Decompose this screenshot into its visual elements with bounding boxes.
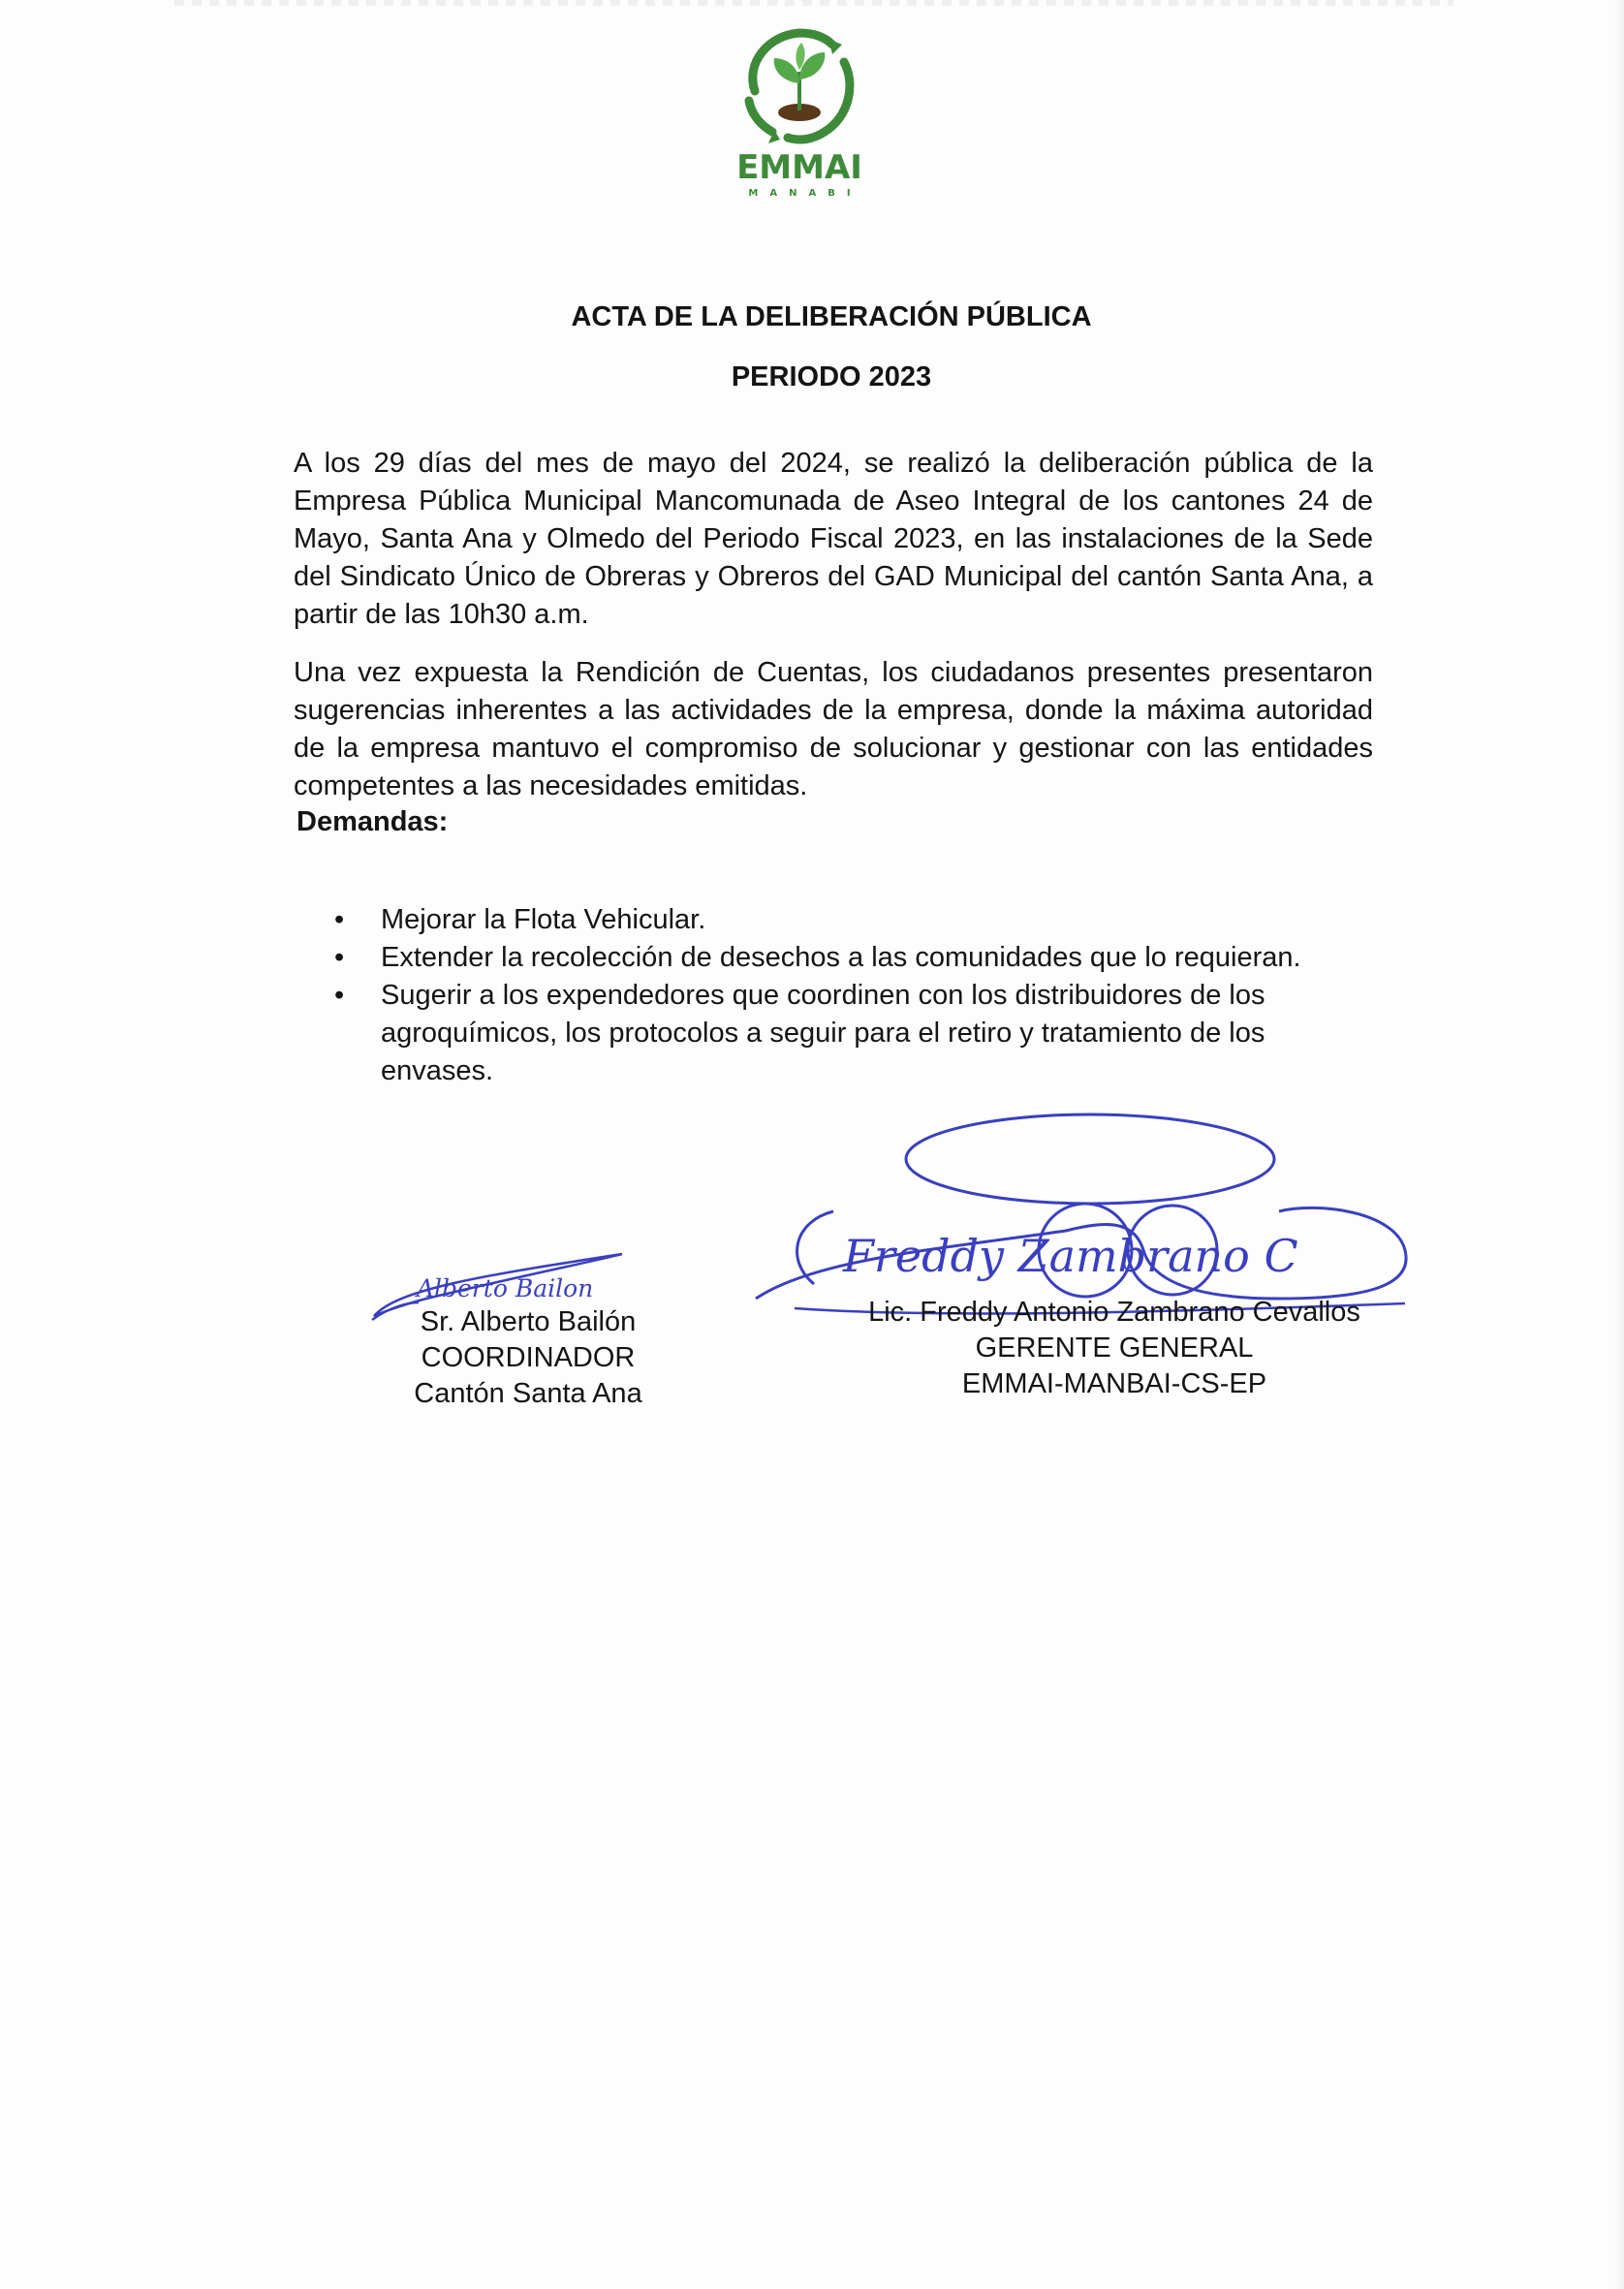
bullet-icon: • (334, 942, 345, 973)
signer-organization: EMMAI-MANBAI-CS-EP (961, 1368, 1267, 1399)
document-subtitle: PERIODO 2023 (731, 361, 932, 392)
logo-name: EMMAI (736, 148, 862, 187)
bullet-icon: • (334, 904, 345, 935)
signature-block-general-manager (814, 1295, 1415, 1402)
signer-role: COORDINADOR (421, 1342, 636, 1373)
demand-text: Mejorar la Flota Vehicular. (381, 904, 706, 935)
scan-edge-shadow (1614, 0, 1624, 2289)
signer-name: Lic. Freddy Antonio Zambrano Cevallos (868, 1297, 1360, 1328)
signature-left-script: Alberto Bailon (417, 1274, 594, 1302)
emmai-logo (722, 23, 877, 199)
demand-text: Sugerir a los expendedores que coordinen con los distribuidores de los agroquímicos, los protocolos a seguir para el retiro y tratamiento de los envases. (381, 980, 1265, 1086)
signer-name: Sr. Alberto Bailón (420, 1306, 637, 1337)
signature-block-coordinator (368, 1304, 688, 1412)
paragraph-intro: A los 29 días del mes de mayo del 2024, se realizó la deliberación pública de la Empresa Pública Municipal Mancomunada de Aseo Integral de los cantones 24 de Mayo, Santa Ana y Olmedo del Periodo Fiscal 2023, en las instalaciones de la Sede del Sindicato Único de Obreras y Obreros del GAD Municipal del cantón Santa Ana, a partir de las 10h30 a.m. (294, 448, 1373, 630)
signature-right-script: Freddy Zambrano C (843, 1230, 1298, 1282)
demands-list (334, 901, 1381, 1090)
logo-subtitle: MANABI (748, 188, 862, 199)
document-title: ACTA DE LA DELIBERACIÓN PÚBLICA (571, 301, 1092, 332)
list-item (334, 977, 1381, 1090)
scan-artifact-strip (174, 0, 1453, 6)
list-item (334, 939, 1381, 977)
demand-text: Extender la recolección de desechos a las comunidades que lo requieran. (381, 942, 1301, 973)
signer-role: GERENTE GENERAL (975, 1333, 1254, 1364)
paragraph-rendicion: Una vez expuesta la Rendición de Cuentas, los ciudadanos presentes presentaron sugerencias inherentes a las actividades de la empresa, donde la máxima autoridad de la empresa mantuvo el compromiso de solucionar y gestionar con las entidades competentes a las necesidades emitidas. (294, 657, 1373, 801)
bullet-icon: • (334, 980, 345, 1011)
signer-location: Cantón Santa Ana (414, 1378, 642, 1409)
demands-heading: Demandas: (297, 806, 449, 837)
recycle-hands-plant-icon (735, 23, 863, 151)
list-item (334, 901, 1381, 939)
